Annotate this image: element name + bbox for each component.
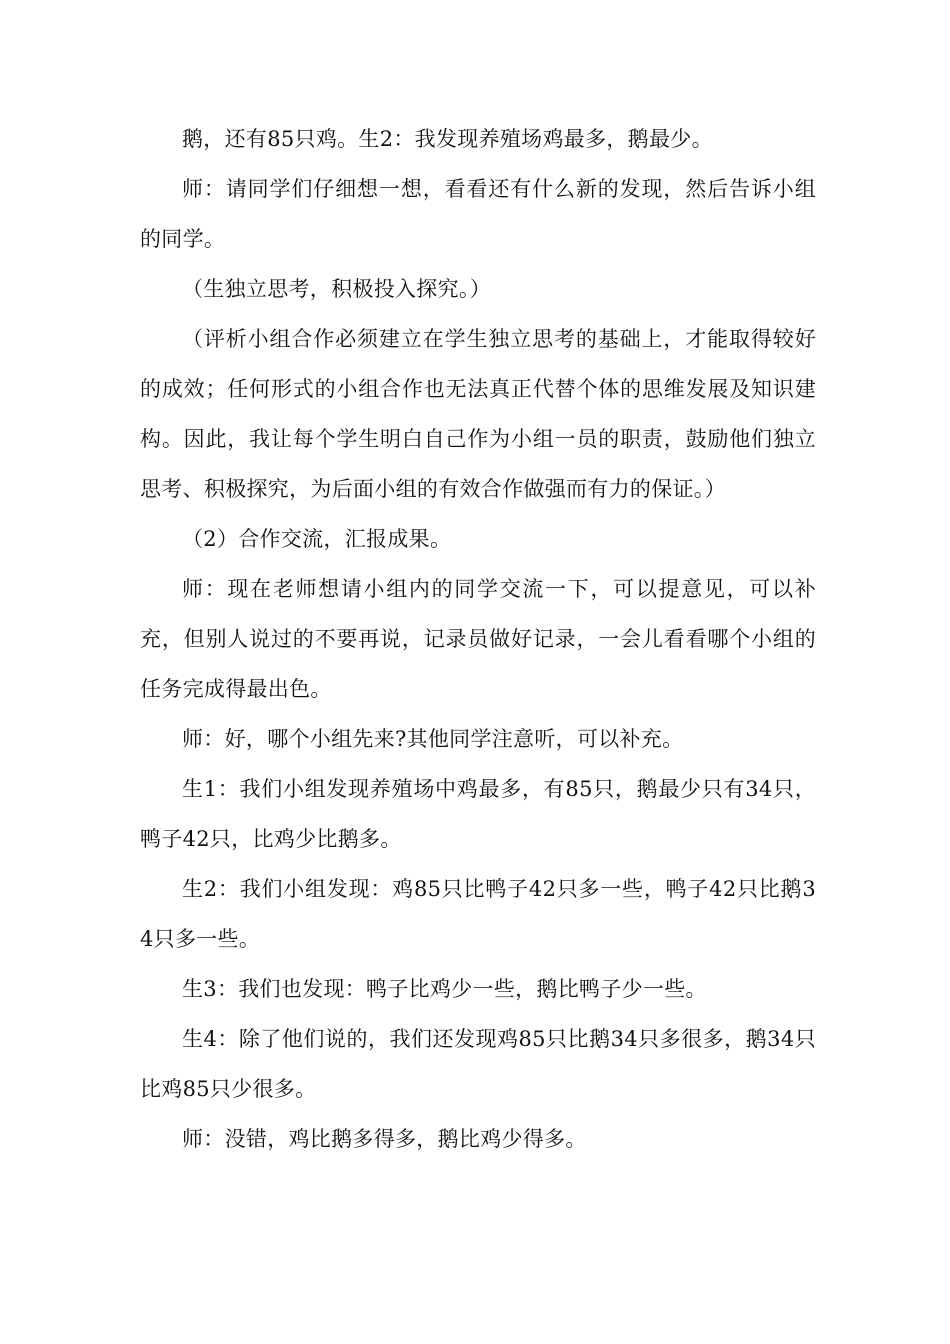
paragraph: 鹅，还有85只鸡。生2：我发现养殖场鸡最多，鹅最少。 <box>182 127 713 151</box>
paragraph: （生独立思考，积极投入探究。） <box>182 277 491 301</box>
paragraph: （2）合作交流，汇报成果。 <box>182 527 452 551</box>
paragraph: （评析小组合作必须建立在学生独立思考的基础上，才能取得较好的成效；任何形式的小组合作也无法真正代替个体的思维发展及知识建构。因此，我让每个学生明白自己作为小组一员的职责，鼓励他们独立思考、积极探究，为后面小组的有效合作做强而有力的保证。） <box>140 327 816 501</box>
paragraph: 生3：我们也发现：鸭子比鸡少一些，鹅比鸭子少一些。 <box>182 977 707 1001</box>
paragraph: 师：好，哪个小组先来?其他同学注意听，可以补充。 <box>182 727 684 751</box>
paragraph: 师：请同学们仔细想一想，看看还有什么新的发现，然后告诉小组的同学。 <box>140 177 816 251</box>
paragraph: 生1：我们小组发现养殖场中鸡最多，有85只，鹅最少只有34只，鸭子42只，比鸡少比鹅多。 <box>140 777 816 851</box>
paragraph: 师：现在老师想请小组内的同学交流一下，可以提意见，可以补充，但别人说过的不要再说，记录员做好记录，一会儿看看哪个小组的任务完成得最出色。 <box>140 577 816 701</box>
paragraph: 生4：除了他们说的，我们还发现鸡85只比鹅34只多很多，鹅34只比鸡85只少很多。 <box>140 1027 816 1101</box>
paragraph: 师：没错，鸡比鹅多得多，鹅比鸡少得多。 <box>182 1127 587 1151</box>
paragraph: 生2：我们小组发现：鸡85只比鸭子42只多一些，鸭子42只比鹅34只多一些。 <box>140 877 816 951</box>
document-body <box>140 114 816 1164</box>
